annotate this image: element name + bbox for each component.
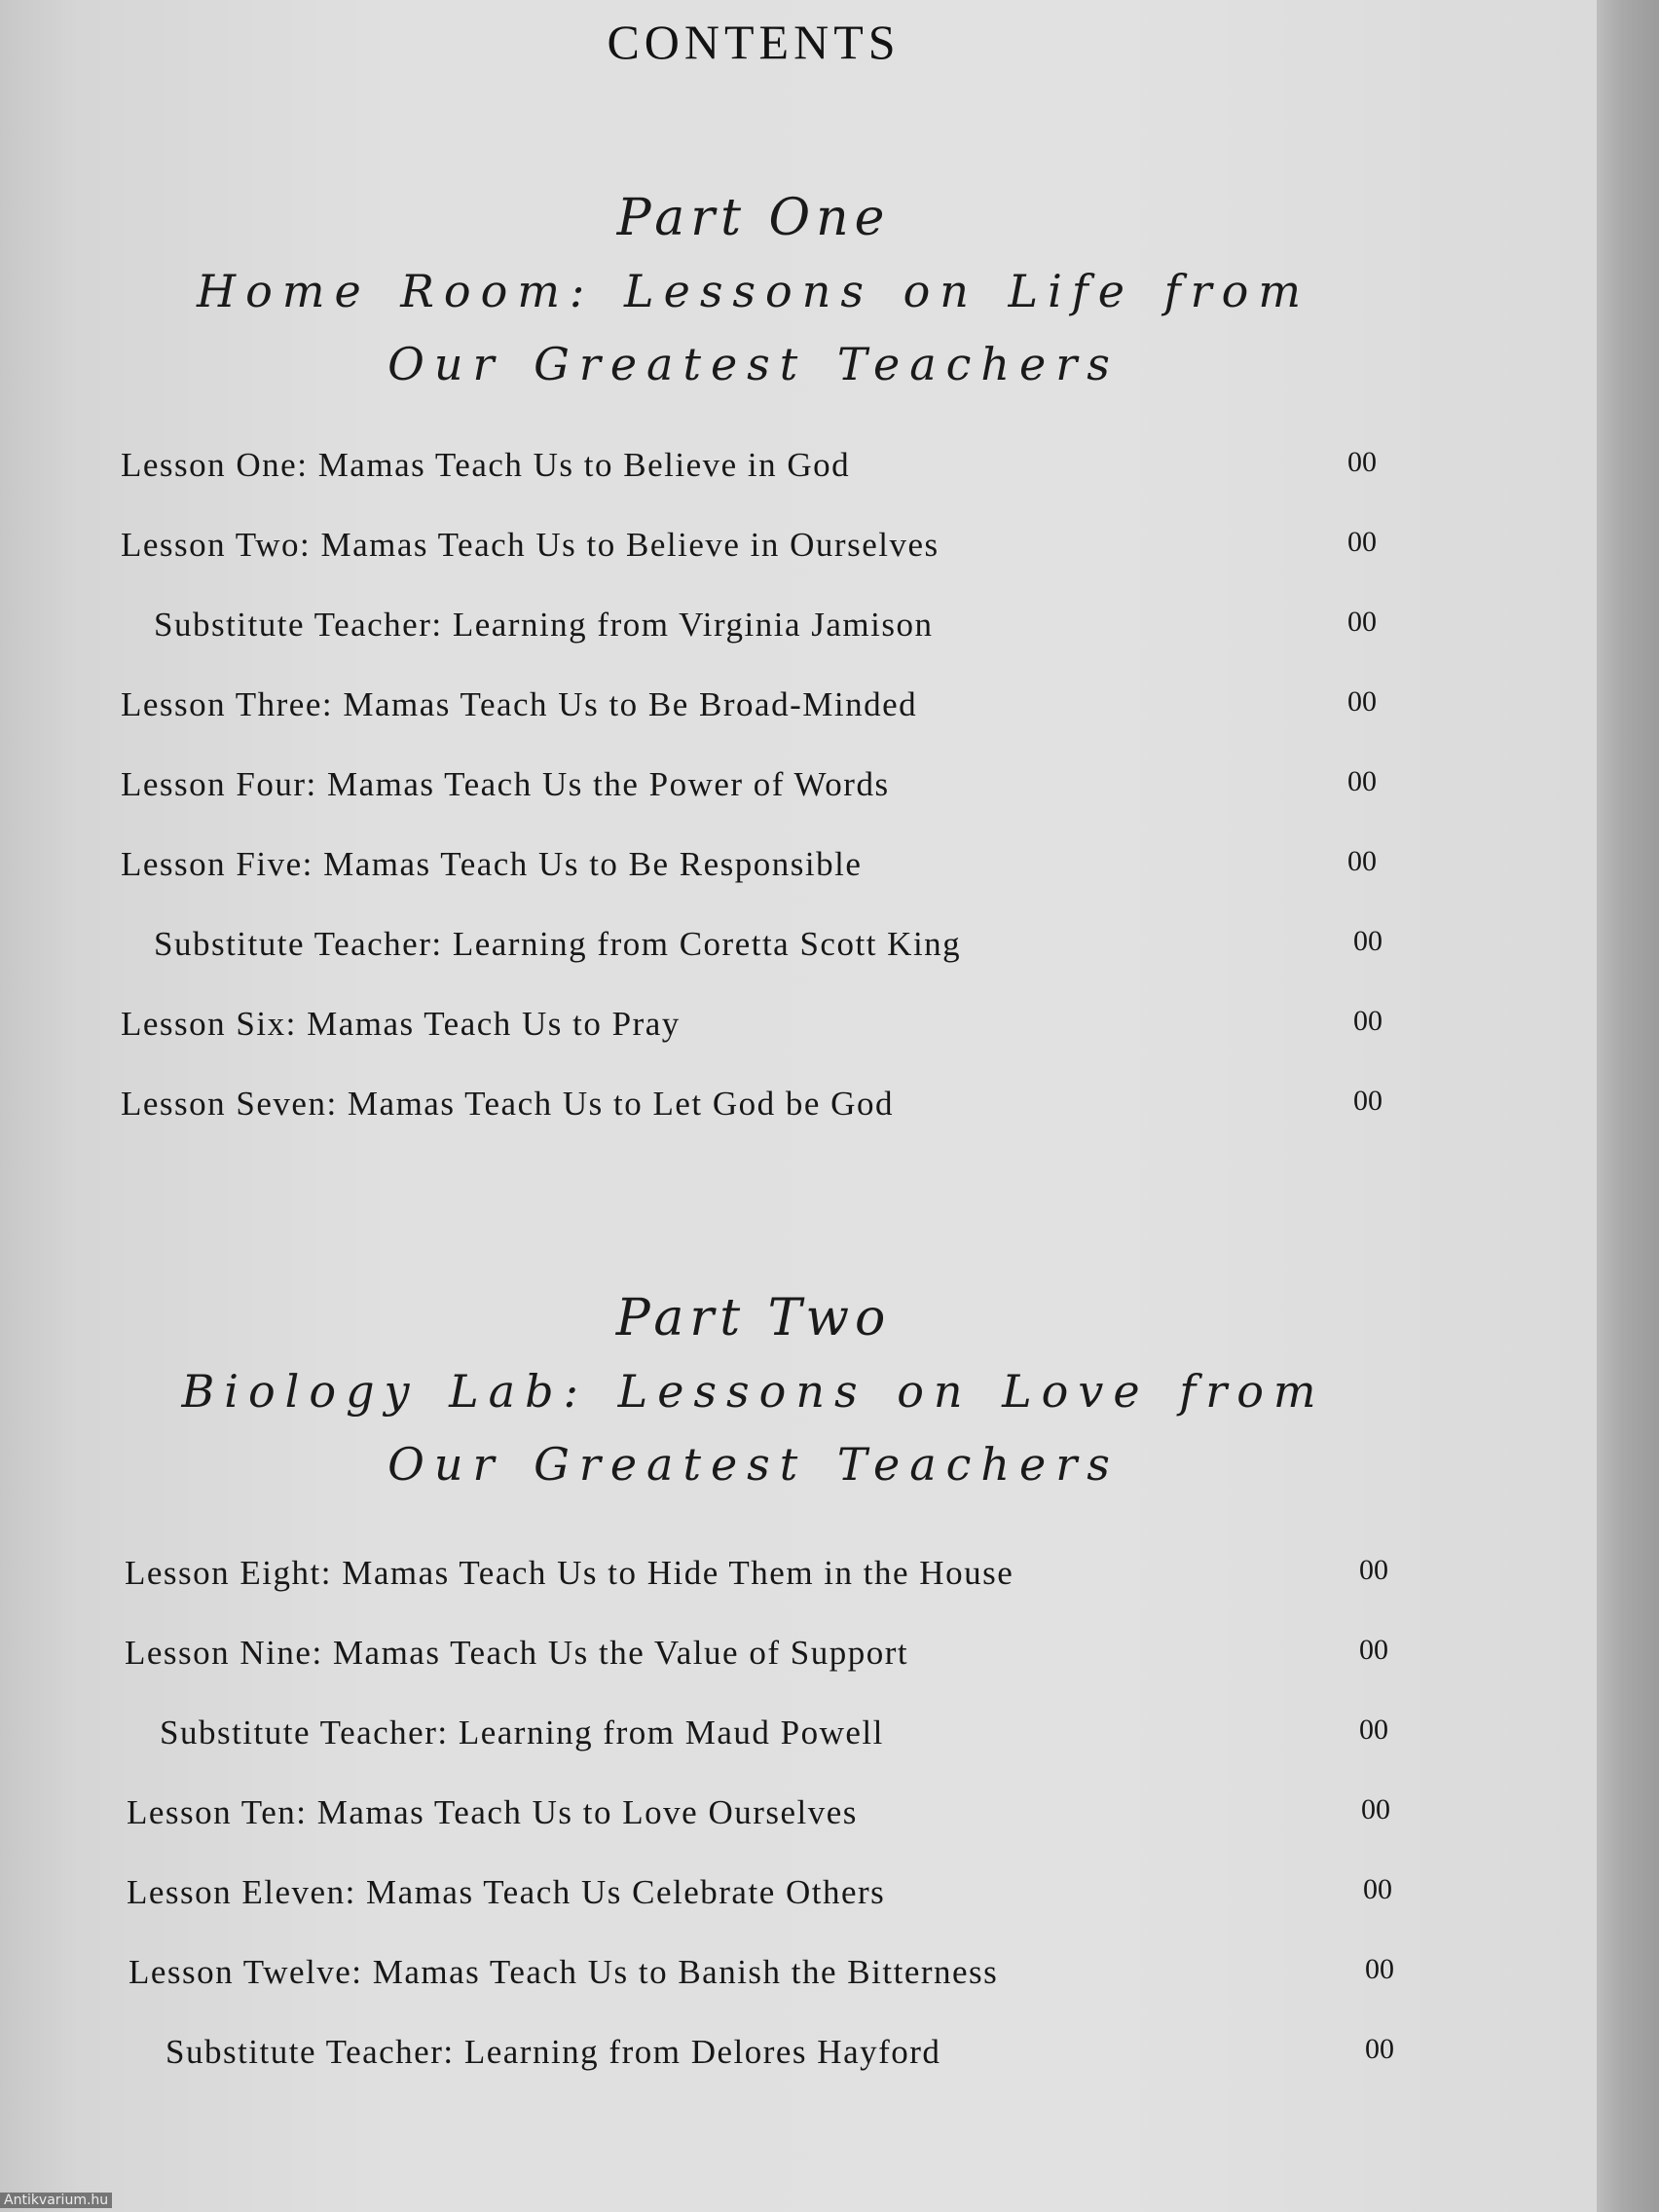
watermark-label: Antikvarium.hu: [0, 2193, 112, 2208]
toc-entry-title: Lesson Three: Mamas Teach Us to Be Broad-Minded: [121, 685, 918, 723]
toc-entry-title: Lesson Four: Mamas Teach Us the Power of Words: [121, 765, 890, 803]
toc-entry[interactable]: [121, 1085, 1392, 1143]
toc-entry-page: 00: [1347, 765, 1377, 797]
toc-entry-substitute[interactable]: [154, 925, 1392, 983]
toc-entry-page: 00: [1347, 446, 1377, 478]
toc-entry-substitute[interactable]: [160, 1714, 1398, 1772]
toc-entry-title: Lesson Twelve: Mamas Teach Us to Banish the Bitterness: [129, 1953, 999, 1991]
toc-entry[interactable]: [125, 1554, 1398, 1612]
toc-entry[interactable]: [129, 1953, 1404, 2011]
toc-entry-substitute[interactable]: [154, 606, 1384, 664]
toc-entry-page: 00: [1361, 1793, 1390, 1825]
toc-entry-page: 00: [1353, 925, 1382, 957]
toc-entry[interactable]: [121, 526, 1384, 584]
book-page-edge: [1597, 0, 1659, 2212]
toc-entry-title: Substitute Teacher: Learning from Coretta Scott King: [154, 925, 962, 963]
toc-entry-title: Lesson Eleven: Mamas Teach Us Celebrate Others: [127, 1873, 886, 1911]
toc-entry[interactable]: [125, 1634, 1398, 1692]
toc-entry-page: 00: [1347, 526, 1377, 558]
part-one-subtitle-line1: Home Room: Lessons on Life from: [197, 265, 1310, 317]
toc-entry-title: Lesson Seven: Mamas Teach Us to Let God be God: [121, 1085, 894, 1123]
toc-entry-page: 00: [1363, 1873, 1392, 1905]
toc-entry-page: 00: [1359, 1714, 1388, 1746]
toc-entry-title: Lesson Six: Mamas Teach Us to Pray: [121, 1005, 681, 1043]
toc-entry[interactable]: [121, 685, 1384, 744]
page-title: CONTENTS: [607, 15, 901, 69]
toc-entry-page: 00: [1347, 845, 1377, 877]
part-one-heading: [0, 181, 1507, 401]
toc-entry-title: Substitute Teacher: Learning from Virginia Jamison: [154, 606, 934, 644]
toc-entry-title: Substitute Teacher: Learning from Delores Hayford: [166, 2033, 941, 2071]
toc-entry-page: 00: [1359, 1634, 1388, 1666]
toc-entry[interactable]: [127, 1793, 1400, 1852]
toc-entry[interactable]: [121, 765, 1384, 824]
part-two-subtitle-line1: Biology Lab: Lessons on Love from: [181, 1365, 1326, 1418]
toc-entry-title: Substitute Teacher: Learning from Maud Powell: [160, 1714, 884, 1751]
part-two-label: Part Two: [615, 1289, 892, 1347]
toc-entry-title: Lesson Two: Mamas Teach Us to Believe in Ourselves: [121, 526, 940, 564]
toc-entry-page: 00: [1347, 685, 1377, 718]
toc-entry-page: 00: [1365, 2033, 1394, 2065]
toc-entry-page: 00: [1353, 1005, 1382, 1037]
toc-entry[interactable]: [121, 446, 1384, 504]
toc-entry-title: Lesson Eight: Mamas Teach Us to Hide Them in the House: [125, 1554, 1014, 1592]
toc-entry-title: Lesson One: Mamas Teach Us to Believe in God: [121, 446, 851, 484]
toc-entry-page: 00: [1365, 1953, 1394, 1985]
part-two-heading: [0, 1281, 1507, 1501]
toc-entry-page: 00: [1353, 1085, 1382, 1117]
toc-entry-title: Lesson Nine: Mamas Teach Us the Value of Support: [125, 1634, 909, 1672]
toc-entry-substitute[interactable]: [166, 2033, 1404, 2091]
toc-entry-page: 00: [1359, 1554, 1388, 1586]
toc-entry-page: 00: [1347, 606, 1377, 638]
toc-entry[interactable]: [121, 845, 1384, 903]
toc-entry-title: Lesson Five: Mamas Teach Us to Be Responsible: [121, 845, 863, 883]
toc-entry[interactable]: [127, 1873, 1402, 1932]
toc-entry[interactable]: [121, 1005, 1392, 1063]
toc-entry-title: Lesson Ten: Mamas Teach Us to Love Ourselves: [127, 1793, 858, 1831]
part-one-subtitle-line2: Our Greatest Teachers: [387, 338, 1120, 390]
part-one-label: Part One: [616, 189, 891, 247]
part-two-subtitle-line2: Our Greatest Teachers: [387, 1438, 1120, 1491]
